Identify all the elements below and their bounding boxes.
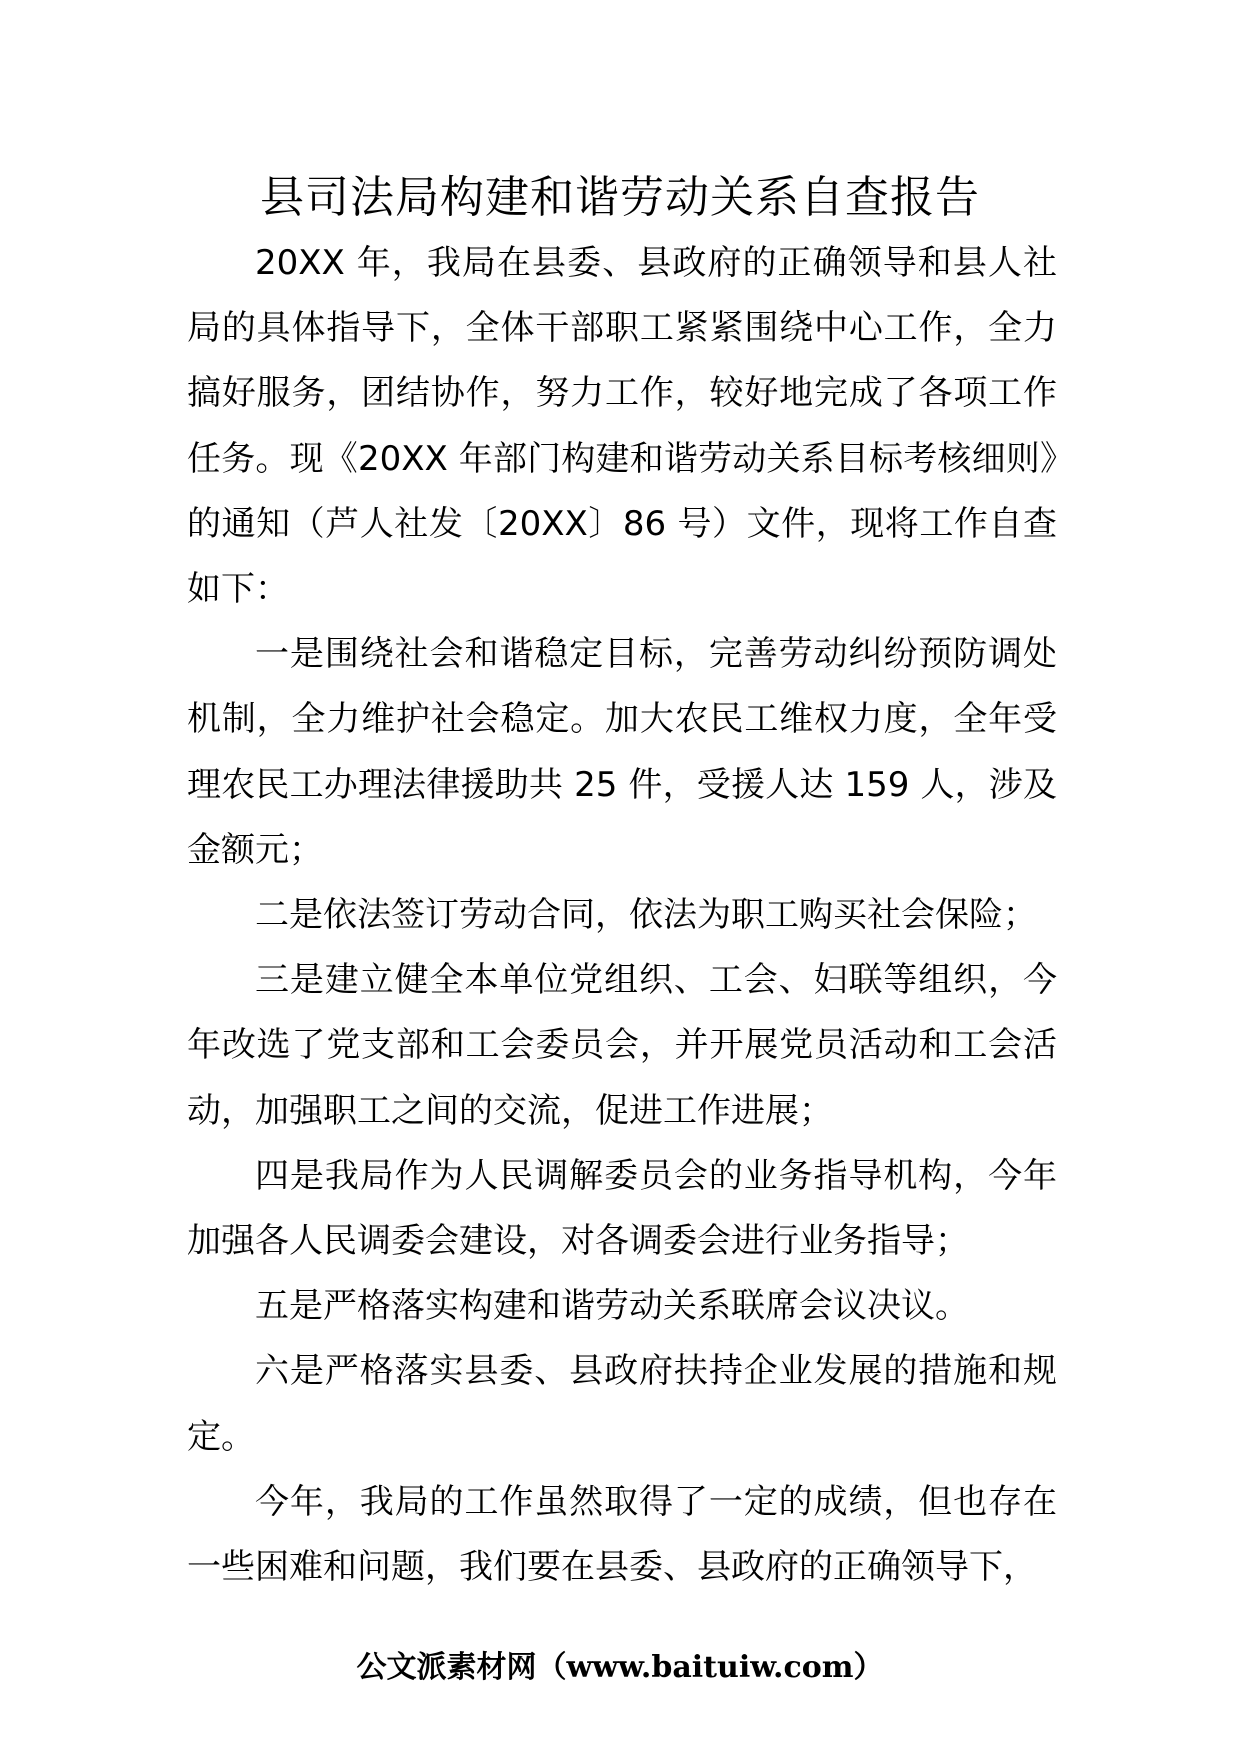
paragraph-conclusion: 今年，我局的工作虽然取得了一定的成绩，但也存在一些困难和问题，我们要在县委、县政府的正确领导下，	[187, 1481, 1057, 1588]
paragraph-item-2: 二是依法签订劳动合同，依法为职工购买社会保险；	[255, 895, 1037, 936]
paragraph-item-1: 一是围绕社会和谐稳定目标，完善劳动纠纷预防调处机制，全力维护社会稳定。加大农民工维权力度，全年受理农民工办理法律援助共 25 件，受援人达 159 人，涉及金额元；	[187, 634, 1057, 870]
paragraph-item-6: 六是严格落实县委、县政府扶持企业发展的措施和规定。	[187, 1351, 1057, 1457]
paragraph-item-5: 五是严格落实构建和谐劳动关系联席会议决议。	[255, 1286, 969, 1327]
paragraph-item-3: 三是建立健全本单位党组织、工会、妇联等组织，今年改选了党支部和工会委员会，并开展党员活动和工会活动，加强职工之间的交流，促进工作进展；	[187, 960, 1057, 1131]
document-title: 县司法局构建和谐劳动关系自查报告	[260, 172, 980, 223]
paragraph-intro: 20XX 年，我局在县委、县政府的正确领导和县人社局的具体指导下，全体干部职工紧紧围绕中心工作，全力搞好服务，团结协作，努力工作，较好地完成了各项工作任务。现《20XX 年部门构建和谐劳动关系目标考核细则》的通知（芦人社发〔20XX〕86 号）文件，现将工作自查如下：	[187, 243, 1057, 610]
paragraph-item-4: 四是我局作为人民调解委员会的业务指导机构，今年加强各人民调委会建设，对各调委会进行业务指导；	[187, 1155, 1057, 1262]
footer-watermark: 公文派素材网（www.baituiw.com）	[356, 1650, 884, 1685]
document-body	[187, 231, 1057, 1600]
